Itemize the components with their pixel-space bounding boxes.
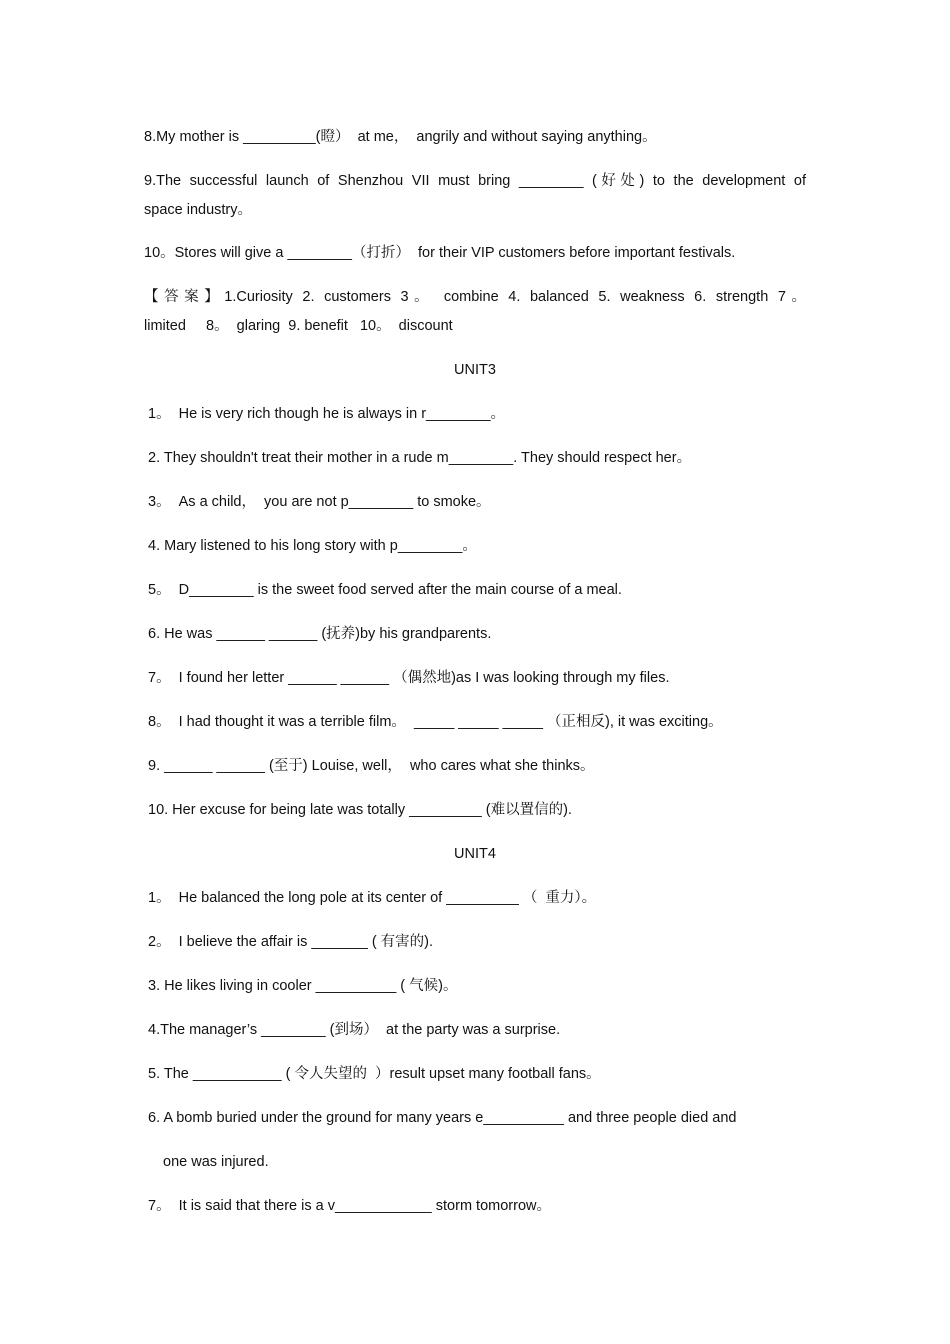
unit3-question-5: 5。 D________ is the sweet food served after the main course of a meal.	[148, 582, 622, 598]
unit2-question-10: 10。Stores will give a ________（打折） for their VIP customers before important festivals.	[144, 245, 736, 261]
unit2-question-9-line1: 9.The successful launch of Shenzhou VII must bring ________ (好处) to the development of	[144, 173, 806, 189]
unit3-question-3: 3。 As a child， you are not p________ to smoke。	[148, 494, 491, 510]
unit4-question-5: 5. The ___________ ( 令人失望的 ）result upset many football fans。	[148, 1066, 601, 1082]
unit4-question-6-line1: 6. A bomb buried under the ground for many years e__________ and three people died and	[148, 1110, 737, 1126]
unit3-question-1: 1。 He is very rich though he is always in r________。	[148, 406, 506, 422]
unit4-question-6-line2: one was injured.	[163, 1154, 269, 1170]
answer-key-line2: limited 8。 glaring 9. benefit 10。 discount	[144, 318, 453, 334]
unit4-question-2: 2。 I believe the affair is _______ ( 有害的).	[148, 934, 434, 950]
unit4-question-7: 7。 It is said that there is a v____________ storm tomorrow。	[148, 1198, 551, 1214]
unit4-question-1: 1。 He balanced the long pole at its center of _________ （ 重力）。	[148, 890, 597, 906]
unit4-question-4: 4.The manager’s ________ (到场） at the party was a surprise.	[148, 1022, 561, 1038]
unit3-question-4: 4. Mary listened to his long story with p________。	[148, 538, 477, 554]
unit3-question-9: 9. ______ ______ (至于) Louise, well， who cares what she thinks。	[148, 758, 595, 774]
unit3-question-8: 8。 I had thought it was a terrible film。 _____ _____ _____ （正相反), it was exciting。	[148, 714, 723, 730]
unit3-question-2: 2. They shouldn't treat their mother in a rude m________. They should respect her。	[148, 450, 692, 466]
answer-key-line1: 【答案】1.Curiosity 2. customers 3。 combine 4. balanced 5. weakness 6. strength 7。	[144, 289, 806, 305]
unit2-question-8: 8.My mother is _________(瞪） at me， angrily and without saying anything。	[144, 129, 657, 145]
unit3-question-6: 6. He was ______ ______ (抚养)by his grandparents.	[148, 626, 492, 642]
unit4-heading: UNIT4	[454, 846, 496, 862]
unit3-question-7: 7。 I found her letter ______ ______ （偶然地)as I was looking through my files.	[148, 670, 670, 686]
unit3-heading: UNIT3	[454, 362, 496, 378]
unit4-question-3: 3. He likes living in cooler __________ ( 气候)。	[148, 978, 458, 994]
unit3-question-10: 10. Her excuse for being late was totally _________ (难以置信的).	[148, 802, 572, 818]
unit2-question-9-line2: space industry。	[144, 202, 252, 218]
